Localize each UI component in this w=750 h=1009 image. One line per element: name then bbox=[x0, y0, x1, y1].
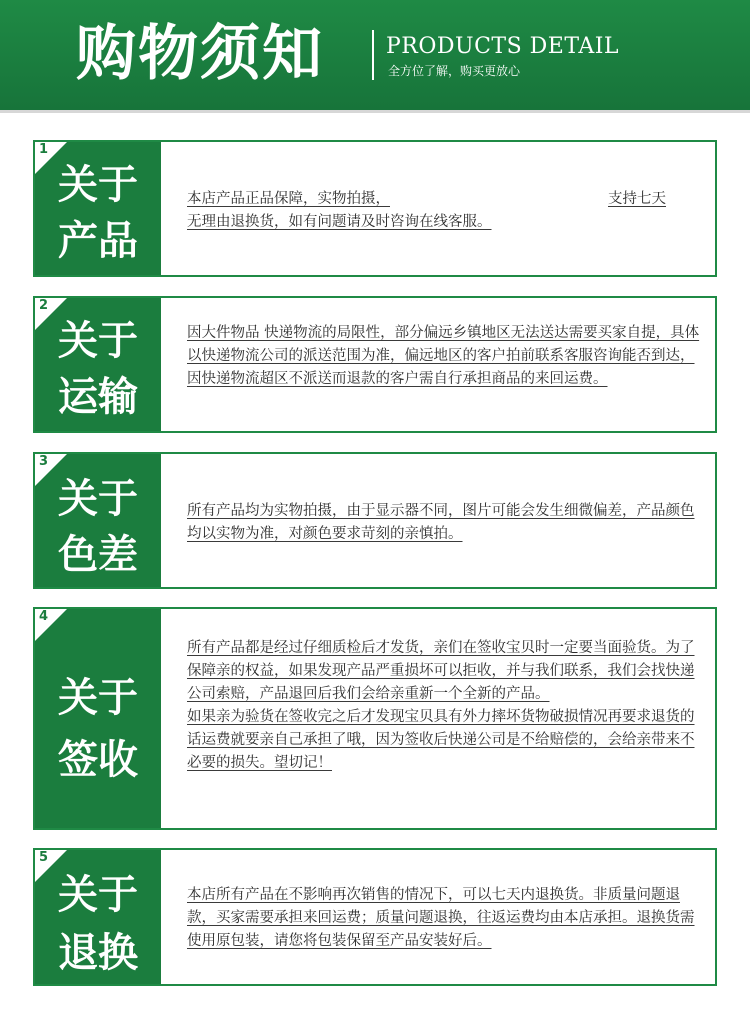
header-banner bbox=[0, 0, 750, 113]
section-heading-line2: 签收 bbox=[58, 737, 138, 783]
section-heading-line1: 关于 bbox=[58, 162, 138, 208]
section-paragraph: 本店所有产品在不影响再次销售的情况下，可以七天内退换货。非质量问题退款，买家需要承担来回运费；质量问题退换，往返运费均由本店承担。退换货需使用原包装，请您将包装保留至产品安装好后。 bbox=[187, 887, 695, 949]
section-paragraph: 所有产品均为实物拍摄，由于显示器不同，图片可能会发生细微偏差，产品颜色均以实物为准，对颜色要求苛刻的亲慎拍。 bbox=[187, 503, 695, 542]
section-heading-line2: 色差 bbox=[58, 532, 138, 578]
section-label-block bbox=[35, 454, 161, 587]
section-number: 4 bbox=[39, 609, 49, 624]
subtitle-chinese: 全方位了解，购买更放心 bbox=[388, 64, 521, 78]
section-label-block bbox=[35, 850, 161, 984]
section-body bbox=[187, 188, 701, 234]
section-card-returns bbox=[33, 848, 717, 986]
section-label-block bbox=[35, 609, 161, 828]
section-paragraph: 本店产品正品保障，实物拍摄， bbox=[187, 191, 390, 207]
section-card-receipt bbox=[33, 607, 717, 830]
section-number: 2 bbox=[39, 298, 49, 313]
title-divider bbox=[372, 30, 374, 80]
section-paragraph: 所有产品都是经过仔细质检后才发货，亲们在签收宝贝时一定要当面验货。为了保障亲的权益，如果发现产品严重损坏可以拒收，并与我们联系，我们会找快递公司索赔，产品退回后我们会给亲重新一个全新的产品。 bbox=[187, 640, 695, 702]
section-heading-line1: 关于 bbox=[58, 872, 138, 918]
section-heading-line2: 退换 bbox=[58, 930, 138, 976]
section-card-product bbox=[33, 140, 717, 277]
section-number: 5 bbox=[39, 850, 49, 865]
section-body bbox=[187, 637, 701, 775]
section-label-block bbox=[35, 298, 161, 431]
section-heading-line1: 关于 bbox=[58, 675, 138, 721]
section-heading-line2: 运输 bbox=[58, 374, 138, 420]
section-card-shipping bbox=[33, 296, 717, 433]
section-number: 1 bbox=[39, 142, 49, 157]
section-paragraph: 支持七天 bbox=[608, 191, 666, 207]
section-paragraph: 无理由退换货，如有问题请及时咨询在线客服。 bbox=[187, 214, 492, 230]
section-body bbox=[187, 500, 701, 546]
section-paragraph: 因大件物品 快递物流的局限性，部分偏远乡镇地区无法送达需要买家自提，具体以快递物流公司的派送范围为准，偏远地区的客户拍前联系客服咨询能否到达，因快递物流超区不派送而退款的客户需自行承担商品的来回运费。 bbox=[187, 325, 700, 387]
section-body bbox=[187, 322, 701, 391]
section-label-block bbox=[35, 142, 161, 275]
section-number: 3 bbox=[39, 454, 49, 469]
page-title: 购物须知 bbox=[76, 19, 324, 89]
section-heading-line1: 关于 bbox=[58, 318, 138, 364]
subtitle-english: PRODUCTS DETAIL bbox=[386, 34, 620, 59]
section-card-color bbox=[33, 452, 717, 589]
section-body bbox=[187, 884, 701, 953]
section-heading-line2: 产品 bbox=[58, 218, 138, 264]
section-paragraph: 如果亲为验货在签收完之后才发现宝贝具有外力摔坏货物破损情况再要求退货的话运费就要亲自己承担了哦，因为签收后快递公司是不给赔偿的，会给亲带来不必要的损失。望切记！ bbox=[187, 709, 695, 771]
section-heading-line1: 关于 bbox=[58, 476, 138, 522]
